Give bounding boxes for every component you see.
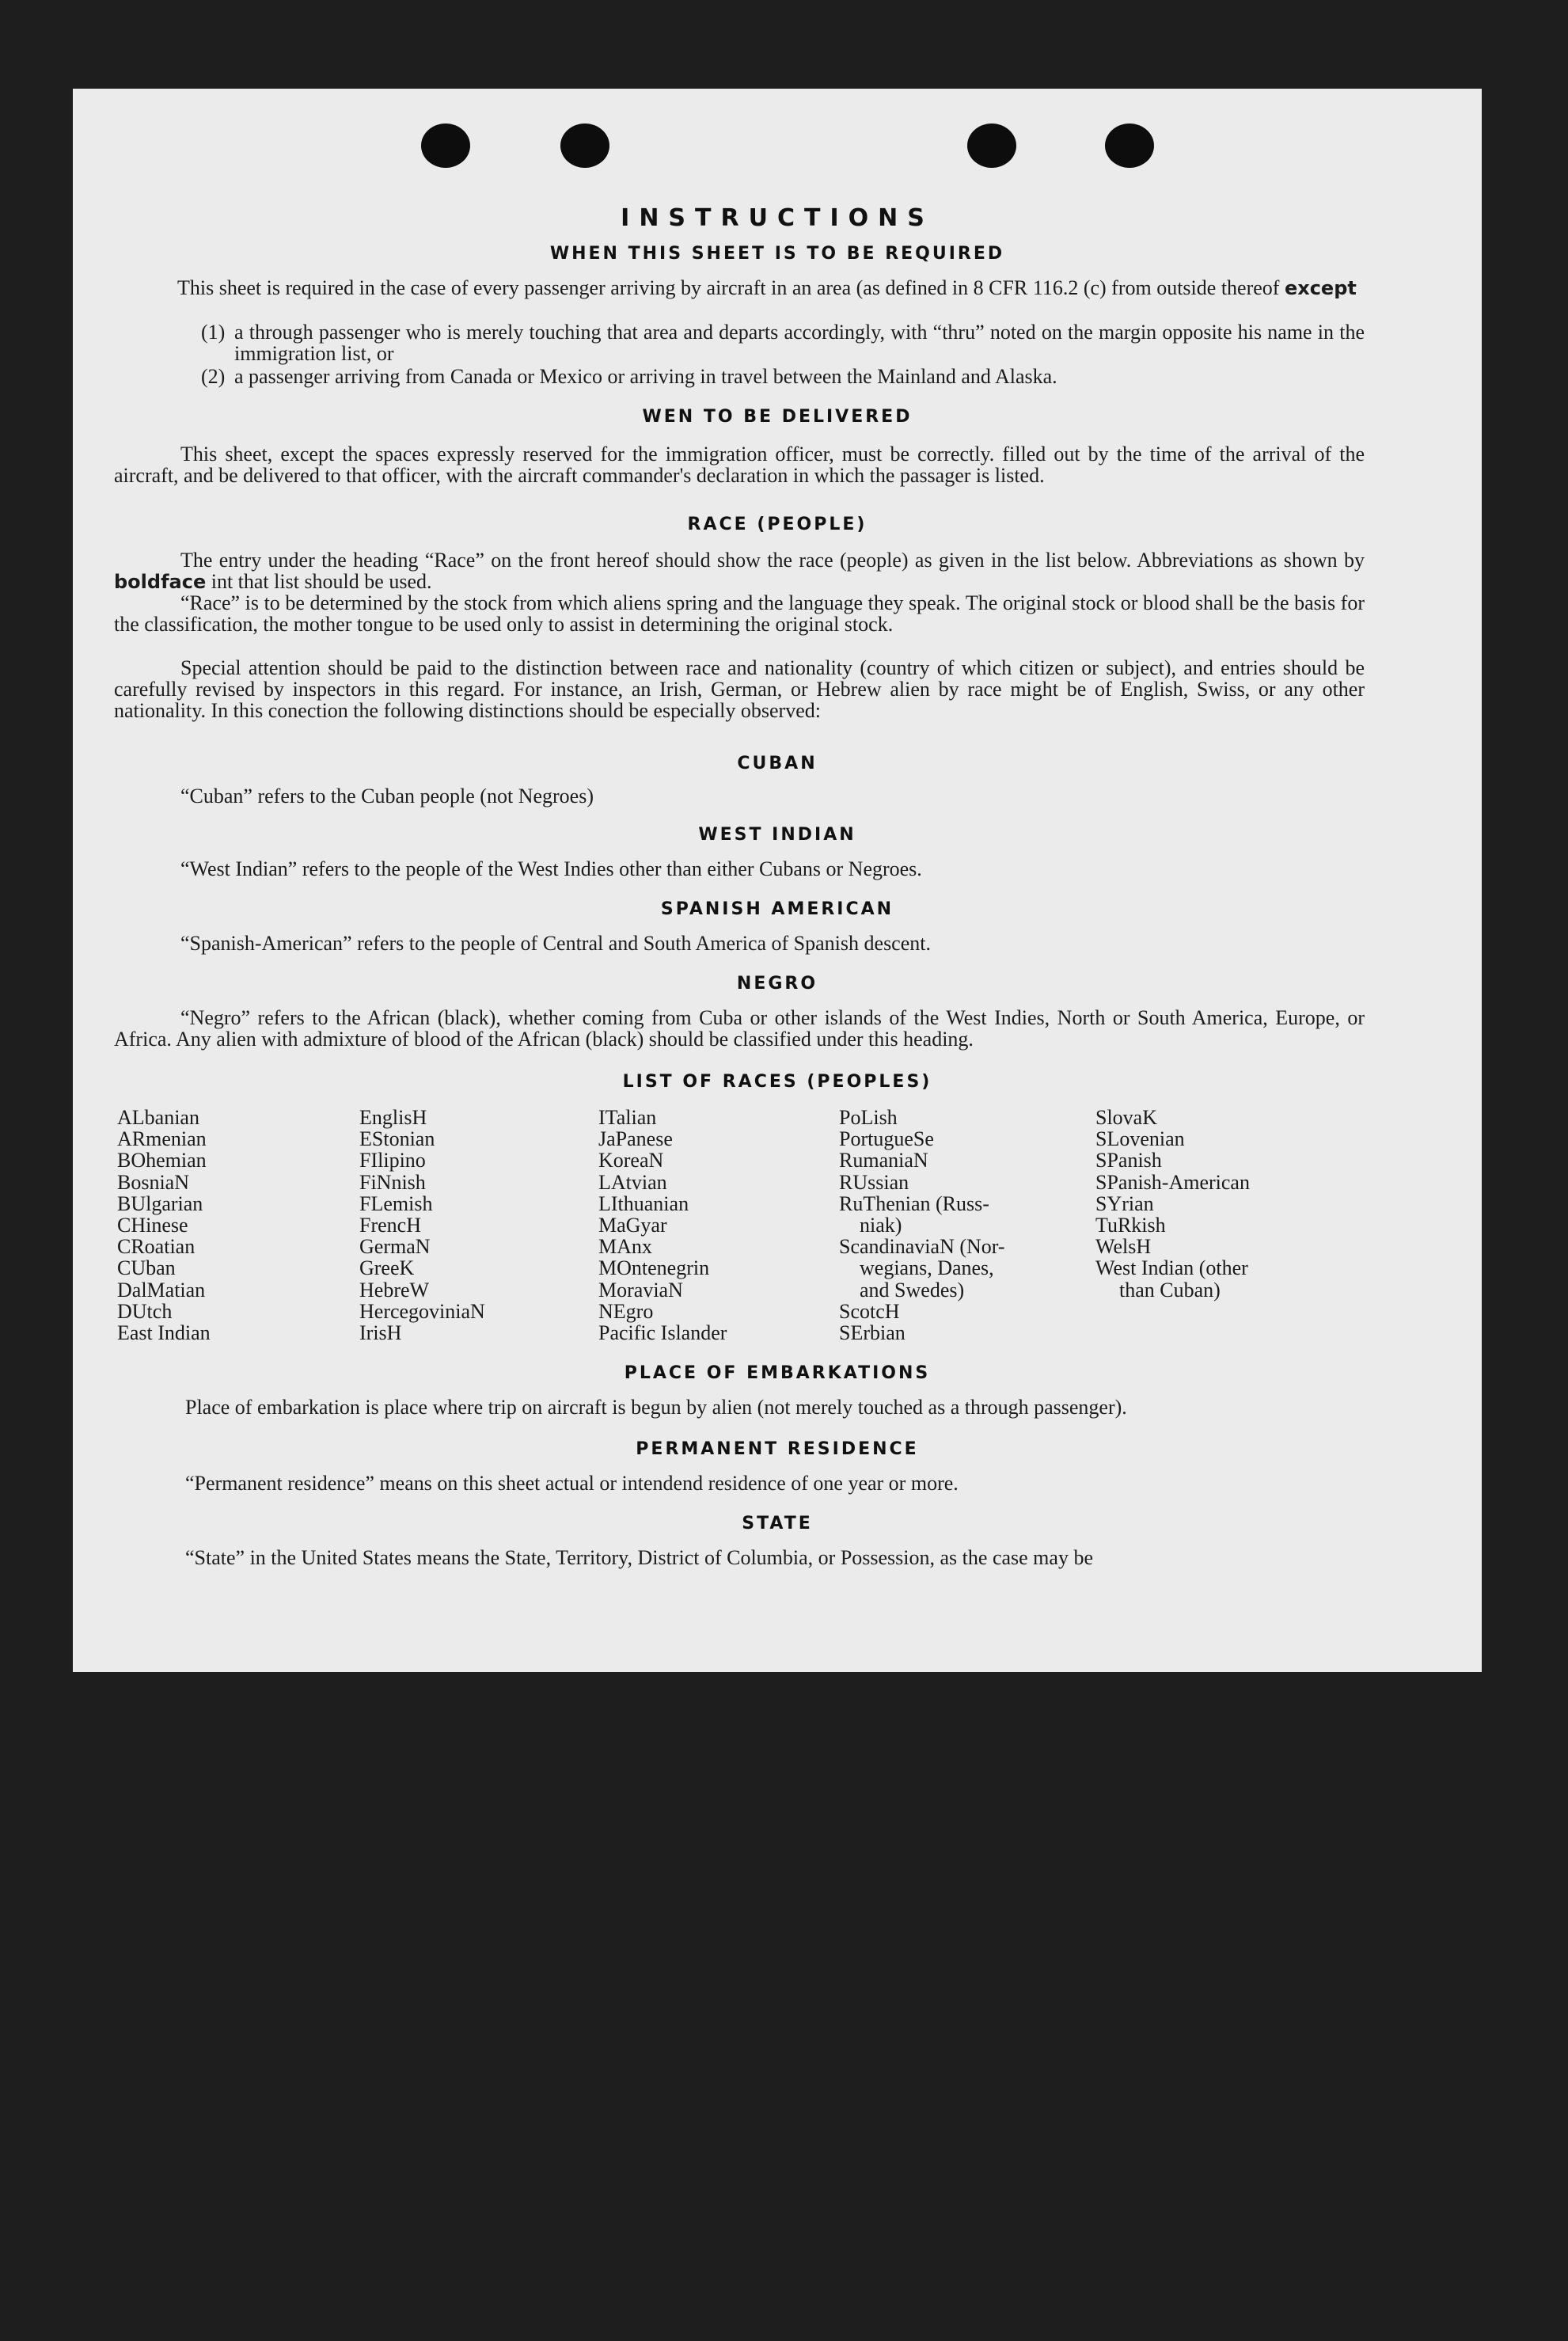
item-text: a through passenger who is merely touching that area and departs accordingly, with “thru” noted on the margin opposite his name in the immigration list, or <box>234 321 1365 365</box>
except-bold: except <box>1284 277 1357 299</box>
race-paragraph-2: “Race” is to be determined by the stock from which aliens spring and the language they speak. The original stock or blood shall be the basis for the classification, the mother tongue to be used only to assist in determining the original stock. <box>114 591 1365 636</box>
race-item: and Swedes) <box>860 1278 965 1302</box>
race-item: MAnx <box>598 1235 652 1259</box>
race-item: ScotcH <box>839 1299 900 1323</box>
section-heading-spanish-american: SPANISH AMERICAN <box>660 899 894 919</box>
race-item: KoreaN <box>598 1149 664 1172</box>
embarkation-text: Place of embarkation is place where trip on aircraft is begun by alien (not merely touched as a through passenger). <box>185 1396 1127 1419</box>
cuban-text: “Cuban” refers to the Cuban people (not Negroes) <box>180 785 594 808</box>
race-item: SlovaK <box>1095 1106 1157 1129</box>
race-item: East Indian <box>117 1321 211 1345</box>
item-number: (1) <box>201 321 226 344</box>
race-item: West Indian (other <box>1095 1256 1248 1280</box>
page-title: INSTRUCTIONS <box>621 204 934 232</box>
race-item: PoLish <box>839 1106 898 1129</box>
section-heading-list-of-races: LIST OF RACES (PEOPLES) <box>622 1072 932 1092</box>
punch-hole <box>967 124 1016 168</box>
race-item: RUssian <box>839 1170 909 1194</box>
race-item: ITalian <box>598 1106 657 1129</box>
race-item: SPanish-American <box>1095 1170 1250 1194</box>
section-heading-when-required: WHEN THIS SHEET IS TO BE REQUIRED <box>549 244 1005 264</box>
race-item: FiNnish <box>359 1170 426 1194</box>
race-item: NEgro <box>598 1299 654 1323</box>
race-column-1 <box>117 1107 211 1343</box>
section-heading-state: STATE <box>742 1514 813 1533</box>
race-item: LAtvian <box>598 1170 667 1194</box>
negro-text: “Negro” refers to the African (black), whether coming from Cuba or other islands of the West Indies, North or South America, Europe, or Africa. Any alien with admixture of blood of the African (black) should be classified under this heading. <box>114 1006 1365 1051</box>
race-paragraph-1 <box>114 549 1365 593</box>
race-item: SLovenian <box>1095 1127 1185 1151</box>
race-p1-text: The entry under the heading “Race” on the front hereof should show the race (people) as given in the list below. Abbreviations as shown by <box>180 549 1365 572</box>
section-heading-west-indian: WEST INDIAN <box>698 825 856 845</box>
race-item: SPanish <box>1095 1149 1162 1172</box>
race-item: BOhemian <box>117 1149 207 1172</box>
race-item: WelsH <box>1095 1235 1152 1259</box>
list-item <box>201 321 1365 364</box>
race-p1-end: int that list should be used. <box>211 570 432 593</box>
item-text: a passenger arriving from Canada or Mexico or arriving in travel between the Mainland and Alaska. <box>234 365 1057 388</box>
race-item: DalMatian <box>117 1278 206 1302</box>
race-item: MoraviaN <box>598 1278 683 1302</box>
race-item: ALbanian <box>117 1106 199 1129</box>
item-number: (2) <box>201 365 226 388</box>
race-item: CHinese <box>117 1214 188 1237</box>
section-heading-delivered: WEN TO BE DELIVERED <box>642 407 913 427</box>
race-item: GermaN <box>359 1235 431 1259</box>
race-item: BUlgarian <box>117 1191 203 1215</box>
race-column-2 <box>359 1107 485 1343</box>
race-item: HercegoviniaN <box>359 1299 485 1323</box>
race-item: RuThenian (Russ- <box>839 1191 989 1215</box>
race-item: EStonian <box>359 1127 435 1151</box>
race-item: FrencH <box>359 1214 421 1237</box>
race-item: than Cuban) <box>1119 1278 1221 1302</box>
race-item: CUban <box>117 1256 176 1280</box>
boldface-bold: boldface <box>114 571 207 593</box>
punch-hole <box>421 124 470 168</box>
section-heading-embarkation: PLACE OF EMBARKATIONS <box>624 1363 931 1383</box>
race-item: DUtch <box>117 1299 173 1323</box>
race-item: PortugueSe <box>839 1127 934 1151</box>
race-item: JaPanese <box>598 1127 673 1151</box>
document-sheet <box>73 89 1482 1672</box>
list-item <box>201 366 1365 387</box>
section-heading-residence: PERMANENT RESIDENCE <box>636 1439 919 1459</box>
race-item: wegians, Danes, <box>860 1256 994 1280</box>
race-item: Pacific Islander <box>598 1321 727 1345</box>
race-item: RumaniaN <box>839 1149 928 1172</box>
race-column-5 <box>1095 1107 1250 1301</box>
race-item: MaGyar <box>598 1214 667 1237</box>
race-paragraph-3: Special attention should be paid to the distinction between race and nationality (country of which citizen or subject), and entries should be carefully revised by inspectors in this regard. For instance, an Irish, German, or Hebrew alien by race might be of English, Swiss, or any other nationality. In this conection the following distinctions should be especially observed: <box>114 656 1365 722</box>
race-item: EnglisH <box>359 1106 427 1129</box>
race-item: ScandinaviaN (Nor- <box>839 1235 1005 1259</box>
race-item: FLemish <box>359 1191 433 1215</box>
race-item: HebreW <box>359 1278 430 1302</box>
punch-hole <box>1105 124 1154 168</box>
race-item: IrisH <box>359 1321 402 1345</box>
delivered-text: This sheet, except the spaces expressly reserved for the immigration officer, must be correctly. filled out by the time of the arrival of the aircraft, and be delivered to that officer, with the aircraft commander's declaration in which the passager is listed. <box>114 443 1365 487</box>
race-item: GreeK <box>359 1256 415 1280</box>
race-item: CRoatian <box>117 1235 196 1259</box>
race-item: MOntenegrin <box>598 1256 710 1280</box>
west-indian-text: “West Indian” refers to the people of the West Indies other than either Cubans or Negroes. <box>180 857 922 880</box>
section-heading-negro: NEGRO <box>736 974 818 994</box>
race-item: TuRkish <box>1095 1214 1166 1237</box>
residence-text: “Permanent residence” means on this sheet actual or intendend residence of one year or more. <box>185 1472 959 1495</box>
race-item: BosniaN <box>117 1170 189 1194</box>
state-text: “State” in the United States means the State, Territory, District of Columbia, or Possession, as the case may be <box>185 1546 1093 1569</box>
race-item: FIlipino <box>359 1149 426 1172</box>
race-item: niak) <box>860 1214 902 1237</box>
race-item: LIthuanian <box>598 1191 689 1215</box>
section-heading-race: RACE (PEOPLE) <box>687 515 868 534</box>
race-item: ARmenian <box>117 1127 207 1151</box>
when-required-intro-text: This sheet is required in the case of every passenger arriving by aircraft in an area (as defined in 8 CFR 116.2 (c) from outside thereof <box>177 276 1280 299</box>
section-heading-cuban: CUBAN <box>737 754 818 773</box>
race-item: SYrian <box>1095 1191 1154 1215</box>
race-column-4 <box>839 1107 1005 1343</box>
punch-hole <box>560 124 609 168</box>
race-column-3 <box>598 1107 727 1343</box>
spanish-american-text: “Spanish-American” refers to the people of Central and South America of Spanish descent. <box>180 932 931 955</box>
when-required-intro <box>114 277 1365 299</box>
race-item: SErbian <box>839 1321 905 1345</box>
